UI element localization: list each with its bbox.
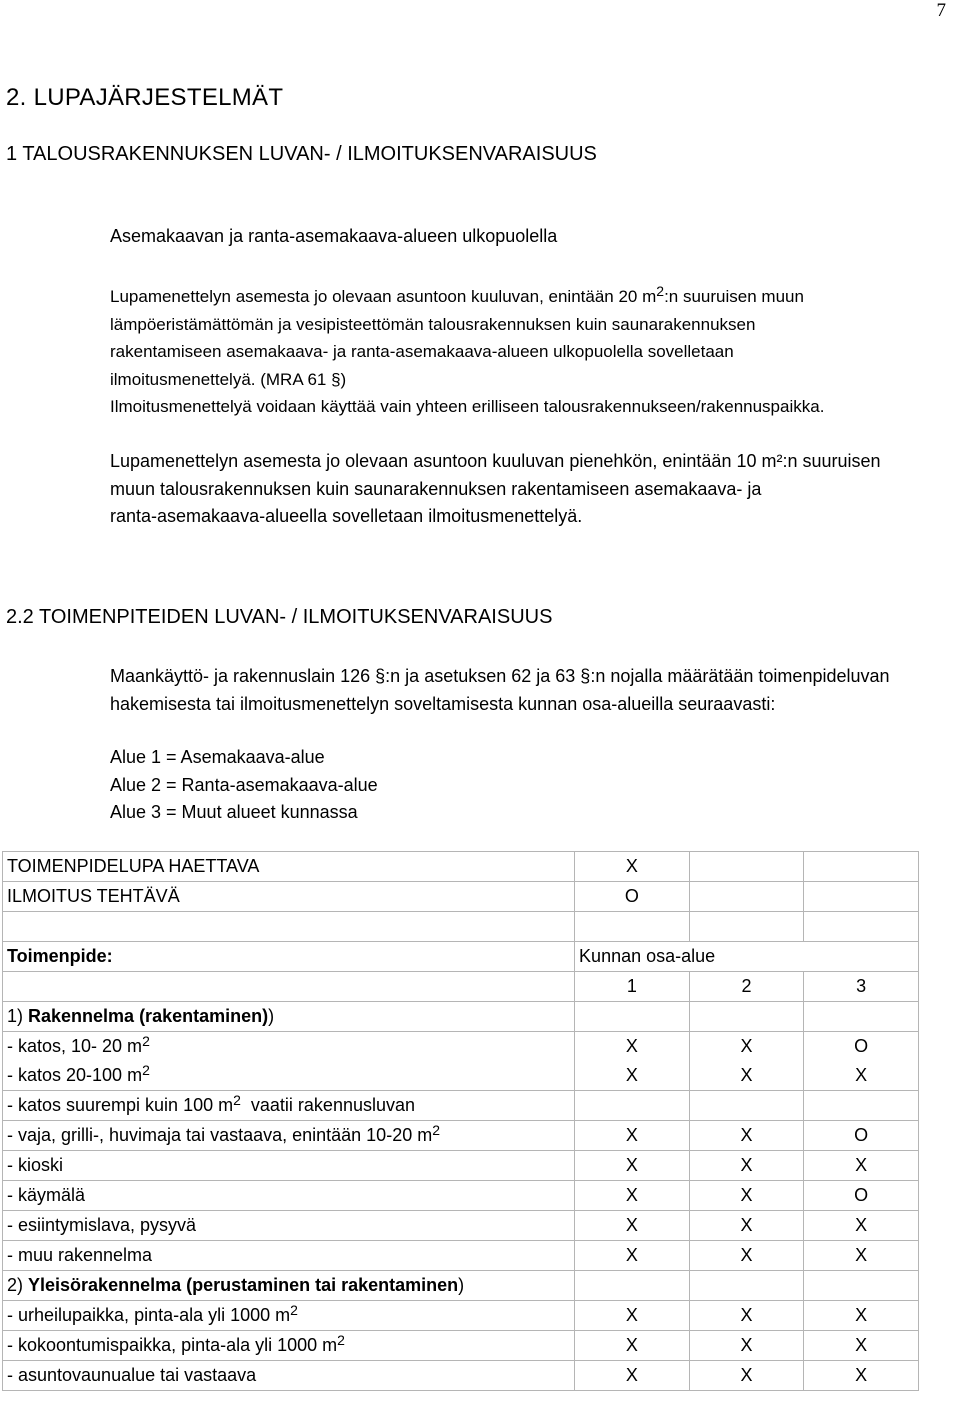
area-2-value: X (689, 1361, 804, 1391)
area-1-value: X X (575, 1032, 690, 1091)
area-2-value: X (689, 1151, 804, 1181)
paragraph-line: ranta-asemakaava-alueella sovelletaan ilmoitusmenettelyä. (110, 506, 583, 526)
page-number: 7 (936, 0, 946, 21)
area-header: Kunnan osa-alue (575, 942, 919, 972)
legend-symbol: O (575, 882, 690, 912)
paragraph-line: Ilmoitusmenettelyä voidaan käyttää vain yhteen erilliseen talousrakennukseen/rakennuspaikka. (110, 397, 825, 416)
table-row (3, 972, 919, 1002)
area-1-value: X (575, 1361, 690, 1391)
area-number: 1 (575, 972, 690, 1002)
area-3-value: X (804, 1211, 919, 1241)
legend-symbol: X (575, 852, 690, 882)
area-3-value: O X (804, 1032, 919, 1091)
legend-label: ILMOITUS TEHTÄVÄ (3, 882, 575, 912)
paragraph-line: rakentamiseen asemakaava- ja ranta-asemakaava-alueen ulkopuolella sovelletaan (110, 342, 734, 361)
paragraph-line: muun talousrakennuksen kuin saunarakennuksen rakentamiseen asemakaava- ja (110, 478, 762, 499)
paragraph-legal-basis (110, 662, 890, 718)
area-2-value: X (689, 1331, 804, 1361)
area-1-value: X (575, 1181, 690, 1211)
area-2-value: X (689, 1301, 804, 1331)
table-row (3, 1121, 919, 1151)
area-2-value: X (689, 1121, 804, 1151)
paragraph-line: Lupamenettelyn asemesta jo olevaan asuntoon kuuluvan pienehkön, enintään 10 m²:n suuruisen (110, 451, 881, 471)
area-definition: Alue 1 = Asemakaava-alue (110, 747, 325, 767)
area-1-value: X (575, 1121, 690, 1151)
area-3-value: X (804, 1151, 919, 1181)
measure-header: Toimenpide: (3, 942, 575, 972)
area-definition: Alue 2 = Ranta-asemakaava-alue (110, 774, 378, 795)
area-3-value: O (804, 1121, 919, 1151)
area-definitions (110, 744, 378, 827)
section-2-2-title: 2.2 TOIMENPITEIDEN LUVAN- / ILMOITUKSENVARAISUUS (6, 606, 553, 628)
measure-label: - muu rakennelma (3, 1241, 575, 1271)
area-3-value: O (804, 1181, 919, 1211)
measure-label: - käymälä (3, 1181, 575, 1211)
area-1-value: X (575, 1301, 690, 1331)
measure-label: - asuntovaunualue tai vastaava (3, 1361, 575, 1391)
paragraph-text: Lupamenettelyn asemesta jo olevaan asuntoon kuuluvan, enintään 20 m (110, 287, 657, 306)
area-2-value: X (689, 1241, 804, 1271)
area-number: 3 (804, 972, 919, 1002)
paragraph-notice-procedure (110, 283, 940, 421)
area-1-value: X (575, 1211, 690, 1241)
group-heading: 1) Rakennelma (rakentaminen)) (3, 1002, 575, 1032)
measure-label: - esiintymislava, pysyvä (3, 1211, 575, 1241)
table-row (3, 1301, 919, 1331)
table-row (3, 1002, 919, 1032)
table-row (3, 942, 919, 972)
table-row (3, 1241, 919, 1271)
area-3-value: X (804, 1331, 919, 1361)
table-row (3, 912, 919, 942)
area-1-value: X (575, 1241, 690, 1271)
measures-table (2, 851, 919, 1391)
area-1-value: X (575, 1151, 690, 1181)
area-2-value: X X (689, 1032, 804, 1091)
chapter-heading: 2. LUPAJÄRJESTELMÄT (6, 84, 284, 111)
table-row (3, 1091, 919, 1121)
legend-label: TOIMENPIDELUPA HAETTAVA (3, 852, 575, 882)
table-row (3, 1032, 919, 1091)
measure-label: - urheilupaikka, pinta-ala yli 1000 $m^2$ (3, 1301, 575, 1331)
area-1-value: X (575, 1331, 690, 1361)
table-row (3, 882, 919, 912)
table-row (3, 1271, 919, 1301)
paragraph-line: hakemisesta tai ilmoitusmenettelyn soveltamisesta kunnan osa-alueilla seuraavasti: (110, 694, 776, 714)
area-3-value: X (804, 1241, 919, 1271)
area-definition: Alue 3 = Muut alueet kunnassa (110, 802, 358, 822)
paragraph-line: Maankäyttö- ja rakennuslain 126 §:n ja asetuksen 62 ja 63 §:n nojalla määrätään toimenpideluvan (110, 666, 890, 686)
table-row (3, 1331, 919, 1361)
paragraph-small-buildings (110, 448, 940, 531)
measure-label: - katos suurempi kuin 100 $m^2$ vaatii rakennusluvan (3, 1091, 575, 1121)
table-row (3, 1151, 919, 1181)
measure-label: - katos, 10- 20 $m^2$ - katos 20-100 $m^2$ (3, 1032, 575, 1091)
superscript: 2 (656, 283, 665, 299)
area-3-value: X (804, 1301, 919, 1331)
table-row (3, 1181, 919, 1211)
paragraph-line: lämpöeristämättömän ja vesipisteettömän talousrakennuksen kuin saunarakennuksen (110, 314, 756, 334)
section-1-title: 1 TALOUSRAKENNUKSEN LUVAN- / ILMOITUKSENVARAISUUS (6, 143, 597, 165)
area-number: 2 (689, 972, 804, 1002)
measure-label: - vaja, grilli-, huvimaja tai vastaava, enintään 10-20 $m^2$ (3, 1121, 575, 1151)
paragraph-line: ilmoitusmenettelyä. (MRA 61 §) (110, 369, 347, 389)
table-row (3, 1361, 919, 1391)
area-2-value: X (689, 1211, 804, 1241)
paragraph-text: :n suuruisen muun (664, 287, 804, 306)
area-2-value: X (689, 1181, 804, 1211)
section-1-subheading: Asemakaavan ja ranta-asemakaava-alueen ulkopuolella (110, 226, 558, 246)
table-row (3, 1211, 919, 1241)
area-3-value: X (804, 1361, 919, 1391)
group-heading: 2) Yleisörakennelma (perustaminen tai rakentaminen) (3, 1271, 575, 1301)
measure-label: - kokoontumispaikka, pinta-ala yli 1000 $m^2$ (3, 1331, 575, 1361)
table-row (3, 852, 919, 882)
measure-label: - kioski (3, 1151, 575, 1181)
